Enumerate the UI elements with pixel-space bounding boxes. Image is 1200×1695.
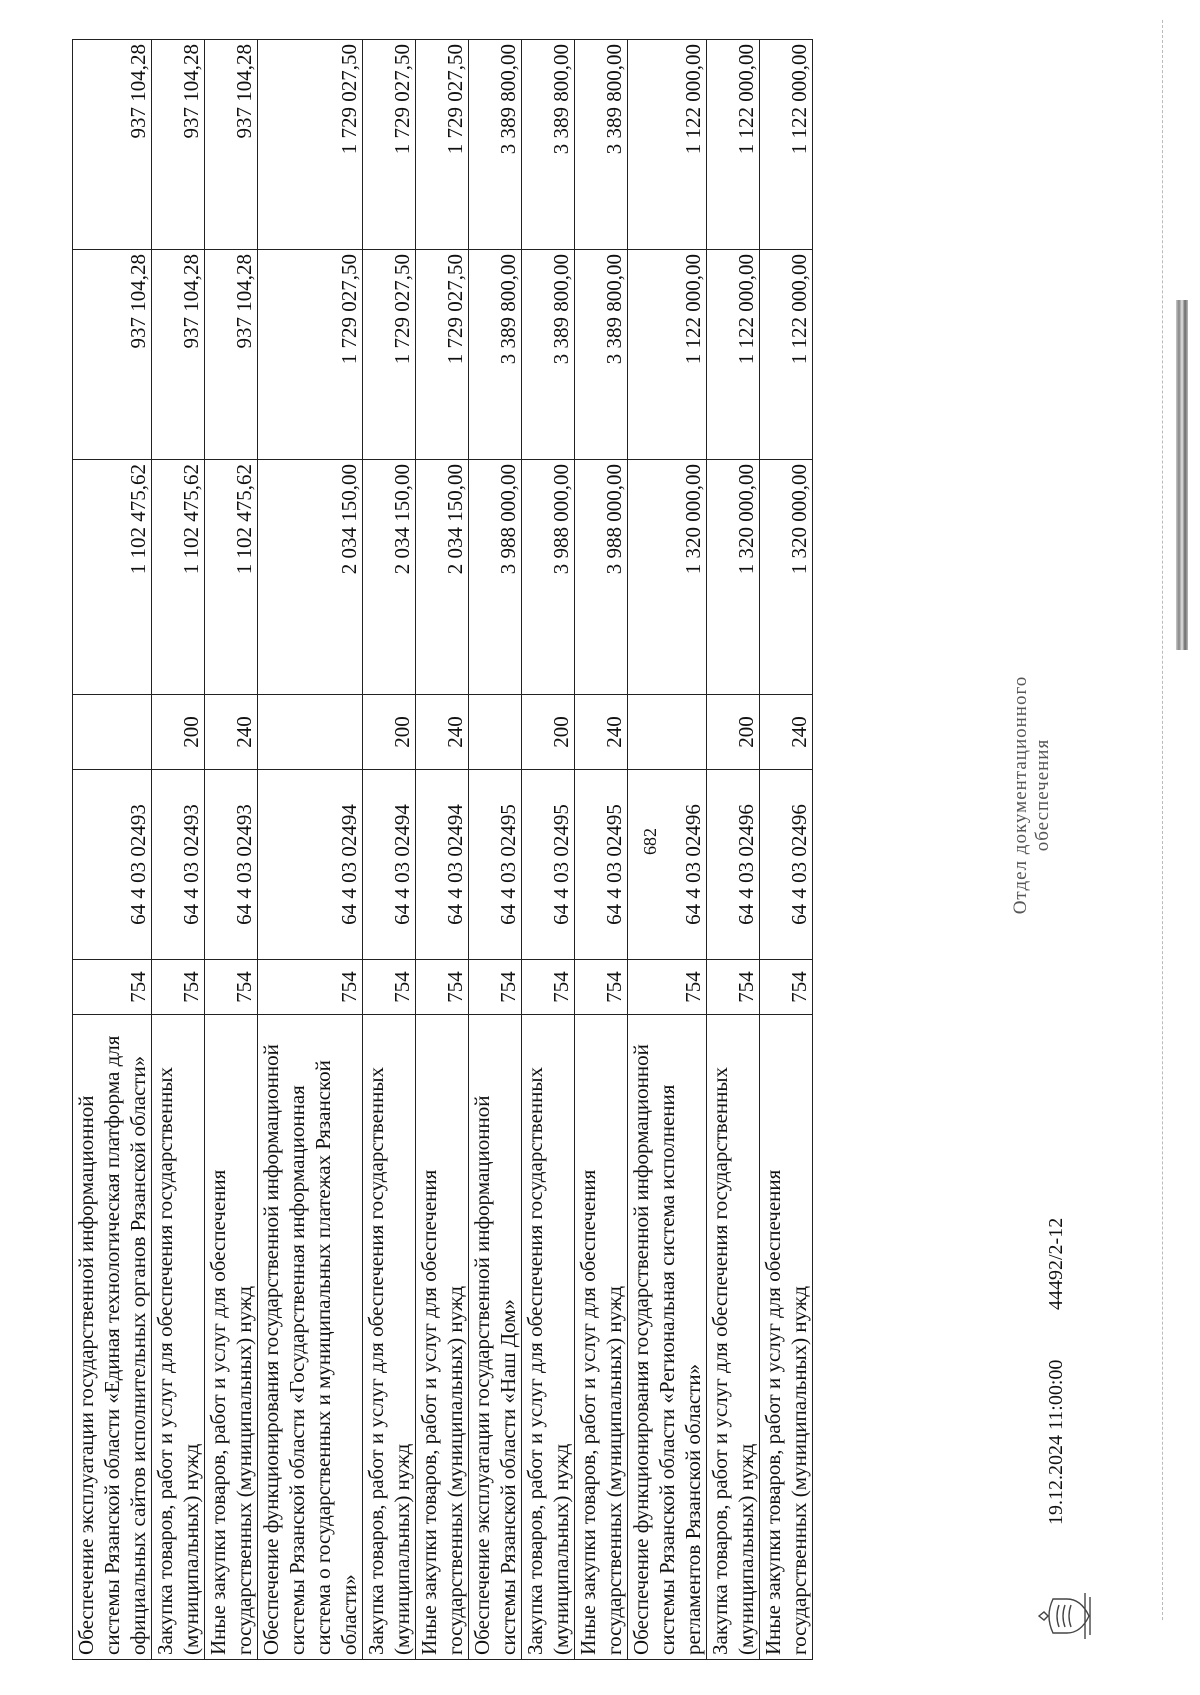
- cell-sum-2025: 2 034 150,00: [258, 460, 363, 695]
- table-row: [469, 40, 522, 1660]
- table-row: [416, 40, 469, 1660]
- table-row: [522, 40, 575, 1660]
- cell-csr: 64 4 03 02496: [707, 770, 760, 960]
- cell-gr: 754: [258, 960, 363, 1015]
- cell-vr: [73, 695, 152, 770]
- page-number: 682: [640, 828, 660, 855]
- table-row: [760, 40, 813, 1660]
- cell-sum-2027: 937 104,28: [73, 40, 152, 250]
- cell-name: Иные закупки товаров, работ и услуг для обеспечения государственных (муниципальных) нужд: [575, 1015, 628, 1660]
- cell-vr: [258, 695, 363, 770]
- cell-name: Обеспечение эксплуатации государственной информационной системы Рязанской области «Наш Дом»: [469, 1015, 522, 1660]
- cell-vr: 200: [522, 695, 575, 770]
- cell-sum-2025: 2 034 150,00: [416, 460, 469, 695]
- cell-vr: 200: [707, 695, 760, 770]
- cell-sum-2025: 1 102 475,62: [73, 460, 152, 695]
- cell-csr: 64 4 03 02495: [575, 770, 628, 960]
- cell-gr: 754: [707, 960, 760, 1015]
- cell-vr: 240: [575, 695, 628, 770]
- cell-sum-2025: 1 102 475,62: [205, 460, 258, 695]
- cell-sum-2026: 1 122 000,00: [707, 250, 760, 460]
- budget-table: [72, 39, 813, 1660]
- cell-sum-2025: 2 034 150,00: [363, 460, 416, 695]
- cell-name: Закупка товаров, работ и услуг для обеспечения государственных (муниципальных) нужд: [152, 1015, 205, 1660]
- cell-sum-2025: 3 988 000,00: [522, 460, 575, 695]
- cell-name: Закупка товаров, работ и услуг для обеспечения государственных (муниципальных) нужд: [522, 1015, 575, 1660]
- cell-name: Обеспечение эксплуатации государственной информационной системы Рязанской области «Единая технологическая платформа для официальных сайтов исполнительных органов Рязанской области»: [73, 1015, 152, 1660]
- table-row: [575, 40, 628, 1660]
- cell-sum-2026: 1 729 027,50: [258, 250, 363, 460]
- cell-sum-2026: 937 104,28: [152, 250, 205, 460]
- cell-name: Иные закупки товаров, работ и услуг для обеспечения государственных (муниципальных) нужд: [416, 1015, 469, 1660]
- cell-gr: 754: [760, 960, 813, 1015]
- cell-sum-2027: 3 389 800,00: [522, 40, 575, 250]
- department-stamp: [1010, 665, 1054, 925]
- cell-sum-2027: 1 729 027,50: [416, 40, 469, 250]
- cell-csr: 64 4 03 02495: [522, 770, 575, 960]
- table-row: [73, 40, 152, 1660]
- cell-sum-2025: 1 320 000,00: [760, 460, 813, 695]
- cell-sum-2026: 937 104,28: [73, 250, 152, 460]
- cell-name: Закупка товаров, работ и услуг для обеспечения государственных (муниципальных) нужд: [707, 1015, 760, 1660]
- cell-vr: 200: [363, 695, 416, 770]
- table-row: [152, 40, 205, 1660]
- cell-sum-2027: 1 122 000,00: [707, 40, 760, 250]
- cell-gr: 754: [575, 960, 628, 1015]
- cell-csr: 64 4 03 02493: [205, 770, 258, 960]
- cell-vr: 240: [416, 695, 469, 770]
- cell-csr: 64 4 03 02496: [760, 770, 813, 960]
- cell-csr: 64 4 03 02496: [628, 770, 707, 960]
- cell-csr: 64 4 03 02494: [363, 770, 416, 960]
- cell-sum-2026: 1 122 000,00: [628, 250, 707, 460]
- cell-vr: 240: [205, 695, 258, 770]
- cell-gr: 754: [205, 960, 258, 1015]
- cell-sum-2026: 1 122 000,00: [760, 250, 813, 460]
- cell-name: Иные закупки товаров, работ и услуг для обеспечения государственных (муниципальных) нужд: [205, 1015, 258, 1660]
- coat-of-arms-icon: [1035, 1587, 1095, 1645]
- cell-vr: [469, 695, 522, 770]
- cell-sum-2026: 1 729 027,50: [416, 250, 469, 460]
- cell-name: Закупка товаров, работ и услуг для обеспечения государственных (муниципальных) нужд: [363, 1015, 416, 1660]
- cell-sum-2027: 3 389 800,00: [469, 40, 522, 250]
- stamp-line-2: обеспечения: [1032, 738, 1053, 852]
- table-row: [707, 40, 760, 1660]
- cell-csr: 64 4 03 02494: [416, 770, 469, 960]
- cell-name: Иные закупки товаров, работ и услуг для обеспечения государственных (муниципальных) нужд: [760, 1015, 813, 1660]
- table-row: [205, 40, 258, 1660]
- cell-name: Обеспечение функционирования государственной информационной системы Рязанской области «Региональная система исполнения регламентов Рязанской области»: [628, 1015, 707, 1660]
- cell-sum-2027: 937 104,28: [205, 40, 258, 250]
- cell-sum-2026: 3 389 800,00: [522, 250, 575, 460]
- cell-gr: 754: [522, 960, 575, 1015]
- cell-gr: 754: [469, 960, 522, 1015]
- cell-sum-2027: 1 122 000,00: [760, 40, 813, 250]
- cell-gr: 754: [73, 960, 152, 1015]
- cell-sum-2027: 937 104,28: [152, 40, 205, 250]
- table-row: [258, 40, 363, 1660]
- cell-sum-2026: 937 104,28: [205, 250, 258, 460]
- footer-doc-code: 44492/2-12: [1045, 1217, 1067, 1310]
- cell-sum-2025: 3 988 000,00: [469, 460, 522, 695]
- cell-gr: 754: [152, 960, 205, 1015]
- cell-sum-2025: 3 988 000,00: [575, 460, 628, 695]
- table-row: [628, 40, 707, 1660]
- cell-csr: 64 4 03 02495: [469, 770, 522, 960]
- cell-sum-2026: 3 389 800,00: [575, 250, 628, 460]
- cell-sum-2025: 1 102 475,62: [152, 460, 205, 695]
- cell-vr: 200: [152, 695, 205, 770]
- footer-date: 19.12.2024 11:00:00: [1045, 1359, 1067, 1525]
- cell-gr: 754: [628, 960, 707, 1015]
- cell-vr: 240: [760, 695, 813, 770]
- cell-csr: 64 4 03 02494: [258, 770, 363, 960]
- cell-vr: [628, 695, 707, 770]
- cell-csr: 64 4 03 02493: [152, 770, 205, 960]
- cell-name: Обеспечение функционирования государственной информационной системы Рязанской области «Государственная информационная система о государственных и муниципальных платежах Рязанской области»: [258, 1015, 363, 1660]
- cell-gr: 754: [363, 960, 416, 1015]
- cell-sum-2025: 1 320 000,00: [628, 460, 707, 695]
- cell-sum-2025: 1 320 000,00: [707, 460, 760, 695]
- table-row: [363, 40, 416, 1660]
- cell-sum-2026: 3 389 800,00: [469, 250, 522, 460]
- cell-csr: 64 4 03 02493: [73, 770, 152, 960]
- cell-sum-2027: 1 122 000,00: [628, 40, 707, 250]
- cell-sum-2027: 1 729 027,50: [363, 40, 416, 250]
- cell-gr: 754: [416, 960, 469, 1015]
- cell-sum-2027: 3 389 800,00: [575, 40, 628, 250]
- cell-sum-2027: 1 729 027,50: [258, 40, 363, 250]
- table-body: [73, 40, 813, 1660]
- stamp-line-1: Отдел документационного: [1010, 675, 1031, 915]
- cell-sum-2026: 1 729 027,50: [363, 250, 416, 460]
